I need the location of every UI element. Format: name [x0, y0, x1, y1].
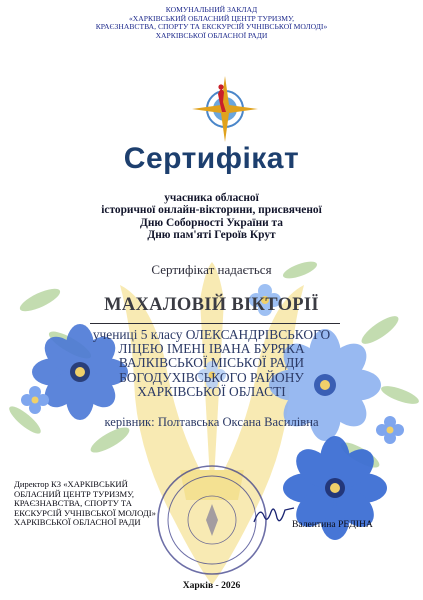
description-line: учениці 5 класу ОЛЕКСАНДРІВСЬКОГО [92, 327, 331, 342]
subtitle-line: учасника обласної [164, 192, 259, 204]
recipient-description [0, 328, 423, 399]
director-block [14, 480, 156, 528]
director-line: КРАЄЗНАВСТВА, СПОРТУ ТА [14, 498, 132, 509]
organization-line: КОМУНАЛЬНИЙ ЗАКЛАД [165, 5, 258, 14]
organization-line: ХАРКІВСЬКОЇ ОБЛАСНОЇ РАДИ [155, 30, 268, 40]
director-signer-name: Валентина РЕДІНА [292, 519, 373, 530]
subtitle-line: Дню Соборності України та [140, 216, 283, 229]
compass-logo-icon [190, 72, 260, 142]
certificate-subtitle [0, 192, 423, 242]
description-line: ХАРКІВСЬКОЇ ОБЛАСТІ [137, 383, 286, 399]
director-line: ОБЛАСНИЙ ЦЕНТР ТУРИЗМУ, [14, 488, 134, 499]
subtitle-line: Дню пам'яті Героїв Крут [147, 229, 276, 242]
description-line: БОГОДУХІВСЬКОГО РАЙОНУ [119, 369, 304, 385]
description-line: ЛІЦЕЮ ІМЕНІ ІВАНА БУРЯКА [118, 341, 305, 357]
director-line: ЕКСКУРСІЙ УЧНІВСЬКОЇ МОЛОДІ» [14, 507, 156, 518]
organization-line: «ХАРКІВСЬКИЙ ОБЛАСНИЙ ЦЕНТР ТУРИЗМУ, [128, 13, 294, 23]
certificate-title: Сертифікат [123, 142, 300, 175]
director-line: ХАРКІВСЬКОЇ ОБЛАСНОЇ РАДИ [14, 517, 141, 528]
director-line: Директор КЗ «ХАРКІВСЬКИЙ [14, 479, 128, 489]
recipient-name: МАХАЛОВІЙ ВІКТОРІЇ [104, 295, 319, 315]
handwritten-signature [252, 502, 296, 528]
subtitle-line: історичної онлайн-вікторини, присвяченої [101, 204, 322, 217]
city-year-footer: Харків - 2026 [182, 580, 241, 591]
organization-header [0, 6, 423, 40]
name-underline [90, 323, 340, 324]
organization-line: КРАЄЗНАВСТВА, СПОРТУ ТА ЕКСКУРСІЙ УЧНІВСЬКОЇ МОЛОДІ» [95, 22, 328, 32]
mentor-line: керівник: Полтавська Оксана Василівна [104, 415, 319, 429]
issued-to-label: Сертифікат надається [151, 262, 272, 277]
description-line: ВАЛКІВСЬКОЇ МІСЬКОЇ РАДИ [118, 355, 305, 371]
